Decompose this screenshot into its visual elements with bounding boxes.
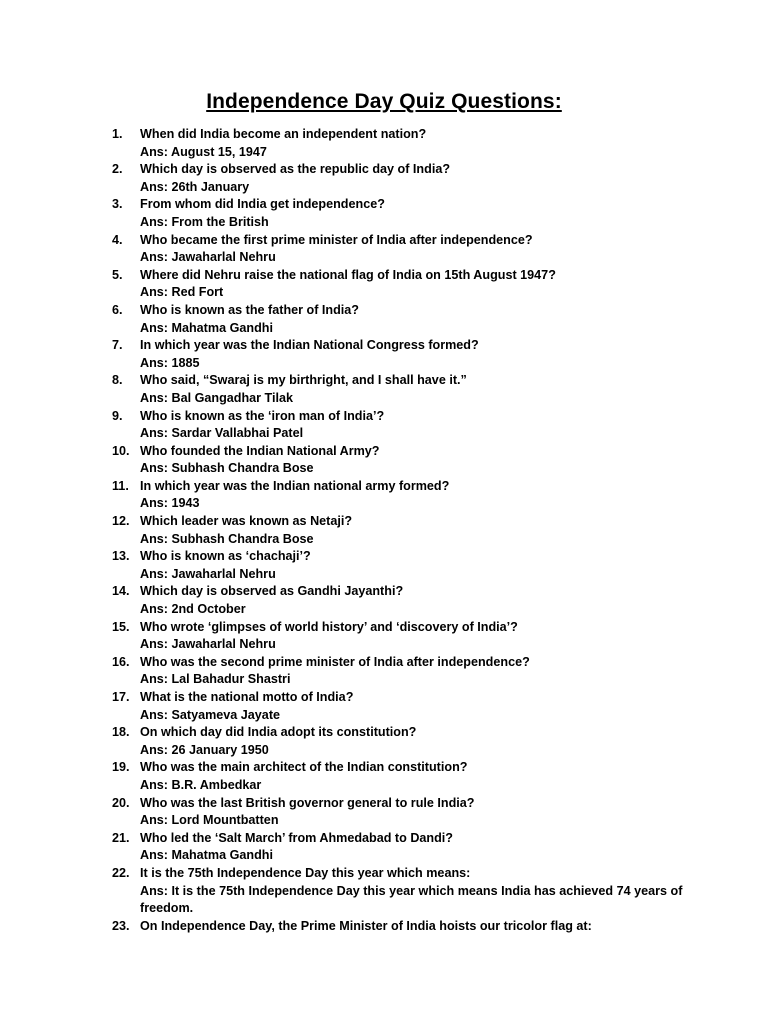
question-number: 3. — [112, 197, 123, 212]
answer-text: Ans: 1943 — [140, 496, 200, 511]
question-text: Which leader was known as Netaji? — [140, 514, 353, 529]
question-number: 10. — [112, 443, 130, 458]
question-number: 15. — [112, 619, 130, 634]
question-number: 7. — [112, 338, 123, 353]
question-text: Who is known as the ‘iron man of India’? — [140, 408, 385, 423]
question-item — [112, 196, 712, 231]
question-number: 4. — [112, 232, 123, 247]
question-item — [112, 408, 712, 443]
answer-text: Ans: Lord Mountbatten — [140, 813, 279, 828]
answer-text: Ans: Subhash Chandra Bose — [140, 461, 314, 476]
question-item — [112, 126, 712, 161]
question-number: 16. — [112, 654, 130, 669]
question-item — [112, 918, 712, 936]
question-text: On Independence Day, the Prime Minister of India hoists our tricolor flag at: — [140, 918, 592, 933]
answer-text: Ans: Subhash Chandra Bose — [140, 531, 314, 546]
question-text: Who said, “Swaraj is my birthright, and I shall have it.” — [140, 373, 467, 388]
question-text: Which day is observed as Gandhi Jayanthi? — [140, 584, 404, 599]
answer-text: Ans: Bal Gangadhar Tilak — [140, 390, 294, 405]
question-item — [112, 865, 712, 918]
question-item — [112, 337, 712, 372]
question-text: Who was the last British governor general to rule India? — [140, 795, 475, 810]
question-text: Who wrote ‘glimpses of world history’ and ‘discovery of India’? — [140, 619, 518, 634]
answer-text: Ans: B.R. Ambedkar — [140, 777, 262, 792]
question-text: It is the 75th Independence Day this year which means: — [140, 865, 471, 880]
question-text: Who led the ‘Salt March’ from Ahmedabad to Dandi? — [140, 830, 453, 845]
question-text: When did India become an independent nation? — [140, 127, 427, 141]
question-number: 23. — [112, 918, 130, 933]
question-item — [112, 302, 712, 337]
page-title: Independence Day Quiz Questions: — [206, 90, 562, 113]
question-number: 6. — [112, 302, 123, 317]
question-number: 20. — [112, 795, 130, 810]
question-number: 1. — [112, 127, 123, 141]
question-text: Which day is observed as the republic day of India? — [140, 162, 451, 177]
answer-text: Ans: August 15, 1947 — [140, 144, 267, 159]
question-number: 2. — [112, 162, 123, 177]
question-item — [112, 232, 712, 267]
answer-text: Ans: From the British — [140, 214, 269, 229]
answer-text: Ans: Sardar Vallabhai Patel — [140, 426, 304, 441]
question-item — [112, 513, 712, 548]
answer-text: Ans: 1885 — [140, 355, 200, 370]
question-text: Who is known as the father of India? — [140, 302, 360, 317]
question-text: Who was the second prime minister of India after independence? — [140, 654, 530, 669]
question-text: Where did Nehru raise the national flag of India on 15th August 1947? — [140, 267, 556, 282]
question-text: From whom did India get independence? — [140, 197, 385, 212]
question-item — [112, 830, 712, 865]
answer-text: Ans: Jawaharlal Nehru — [140, 637, 276, 652]
answer-text: Ans: 26th January — [140, 179, 250, 194]
question-item — [112, 619, 712, 654]
question-item — [112, 443, 712, 478]
question-number: 13. — [112, 549, 130, 564]
question-item — [112, 478, 712, 513]
answer-text: Ans: Jawaharlal Nehru — [140, 566, 276, 581]
question-number: 12. — [112, 514, 130, 529]
answer-text: Ans: 2nd October — [140, 602, 246, 617]
question-text: Who founded the Indian National Army? — [140, 443, 380, 458]
question-number: 8. — [112, 373, 123, 388]
question-item — [112, 689, 712, 724]
answer-text: Ans: Mahatma Gandhi — [140, 320, 273, 335]
question-text: In which year was the Indian National Congress formed? — [140, 338, 479, 353]
question-item — [112, 759, 712, 794]
question-number: 18. — [112, 725, 130, 740]
answer-text: Ans: It is the 75th Independence Day this year which means India has achieved 74 years of freedom. — [140, 883, 683, 916]
question-text: In which year was the Indian national army formed? — [140, 478, 450, 493]
question-item — [112, 583, 712, 618]
question-number: 11. — [112, 478, 129, 493]
question-item — [112, 795, 712, 830]
question-number: 5. — [112, 267, 123, 282]
question-item — [112, 267, 712, 302]
question-number: 19. — [112, 760, 130, 775]
question-item — [112, 161, 712, 196]
question-text: Who was the main architect of the Indian constitution? — [140, 760, 468, 775]
question-item — [112, 548, 712, 583]
answer-text: Ans: Mahatma Gandhi — [140, 848, 273, 863]
answer-text: Ans: Red Fort — [140, 285, 224, 300]
question-text: On which day did India adopt its constitution? — [140, 725, 417, 740]
answer-text: Ans: 26 January 1950 — [140, 742, 269, 757]
question-text: Who is known as ‘chachaji’? — [140, 549, 311, 564]
question-number: 21. — [112, 830, 130, 845]
question-text: Who became the first prime minister of India after independence? — [140, 232, 533, 247]
question-item — [112, 724, 712, 759]
question-text: What is the national motto of India? — [140, 690, 354, 704]
question-number: 22. — [112, 865, 130, 880]
question-list — [112, 126, 712, 935]
answer-text: Ans: Satyameva Jayate — [140, 707, 281, 722]
question-number: 9. — [112, 408, 123, 423]
answer-text: Ans: Jawaharlal Nehru — [140, 250, 276, 265]
question-item — [112, 654, 712, 689]
answer-text: Ans: Lal Bahadur Shastri — [140, 672, 291, 687]
question-number: 17. — [112, 690, 130, 704]
question-number: 14. — [112, 584, 130, 599]
question-item — [112, 372, 712, 407]
